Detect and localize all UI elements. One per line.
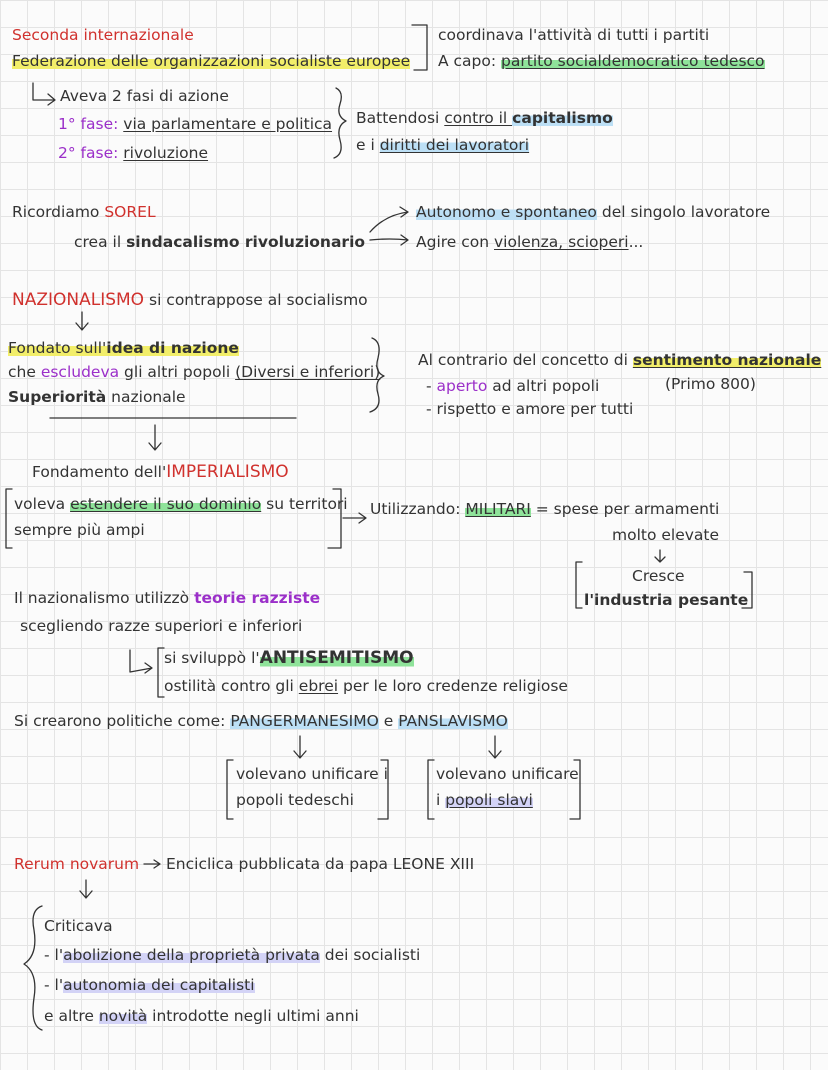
critique-item-1: - l'abolizione della proprietà privata dei socialisti [44, 946, 421, 964]
german-goal-2: popoli tedeschi [236, 791, 354, 809]
military-text: Utilizzando: MILITARI = spese per armamenti [370, 500, 720, 518]
slav-goal: volevano unificare [436, 765, 579, 783]
period-note: (Primo 800) [665, 375, 756, 393]
branch-autonomy: Autonomo e spontaneo del singolo lavoratore [416, 203, 771, 221]
criticized-text: Criticava [44, 917, 113, 935]
bracket-left [227, 760, 233, 819]
encyclical-text: Enciclica pubblicata da papa LEONE XIII [166, 855, 475, 873]
german-goal: volevano unificare i [236, 765, 388, 783]
antisemitism-text: si sviluppò l'ANTISEMITISMO [164, 648, 414, 668]
open-text: - aperto ad altri popoli [426, 377, 600, 395]
arrow-down [76, 312, 88, 330]
racism-text-2: scegliendo razze superiori e inferiori [20, 617, 303, 635]
policies-text: Si crearono politiche come: PANGERMANESIMO e PANSLAVISMO [14, 712, 508, 730]
arrow-down [294, 736, 306, 758]
arrow-down [489, 736, 501, 758]
coordination-text: coordinava l'attività di tutti i partiti [438, 26, 710, 44]
phase-2: 2° fase: rivoluzione [58, 144, 209, 162]
bracket-right [412, 25, 427, 70]
rights-text: e i diritti dei lavoratori [356, 136, 530, 154]
sorel-intro: Ricordiamo SOREL [12, 203, 156, 221]
leader-text: A capo: partito socialdemocratico tedesco [438, 52, 765, 70]
hook-arrow [33, 83, 55, 105]
critique-item-2: - l'autonomia dei capitalisti [44, 976, 255, 994]
superiority-text: Superiorità nazionale [8, 388, 186, 406]
critique-item-3: e altre novità introdotte negli ultimi anni [44, 1007, 359, 1025]
grows-text: Cresce [632, 567, 685, 585]
founded-text: Fondato sull'idea di nazione [8, 339, 239, 357]
bracket-left [6, 489, 12, 548]
hook-arrow [130, 650, 152, 673]
fight-text: Battendosi contro il capitalismo [356, 109, 613, 127]
phase-1: 1° fase: via parlamentare e politica [58, 115, 333, 133]
arrow-up [370, 207, 408, 232]
arrow-right [370, 235, 408, 245]
arrow-right [144, 860, 160, 868]
expand-text-2: sempre più ampi [14, 521, 145, 539]
phases-intro: Aveva 2 fasi di azione [60, 87, 229, 105]
subtitle: Federazione delle organizzazioni socialiste europee [12, 52, 411, 70]
expand-text: voleva estendere il suo dominio su territori [14, 495, 348, 513]
respect-text: - rispetto e amore per tutti [426, 400, 634, 418]
arrow-down [149, 425, 161, 450]
military-text-2: molto elevate [612, 526, 720, 544]
racism-text: Il nazionalismo utilizzò teorie razziste [14, 589, 321, 607]
slav-goal-2: i popoli slavi [436, 791, 533, 809]
curly-brace [24, 906, 42, 1030]
curly-brace [334, 88, 346, 158]
heavy-industry: l'industria pesante [584, 591, 749, 609]
section-title: Seconda internazionale [12, 26, 194, 44]
exclusion-text: che escludeva gli altri popoli (Diversi e inferiori) [8, 363, 381, 381]
imperialism-heading: Fondamento dell'IMPERIALISMO [32, 462, 289, 482]
sorel-creation: crea il sindacalismo rivoluzionario [74, 233, 366, 251]
arrow-down [655, 550, 665, 562]
rerum-heading: Rerum novarum [14, 855, 140, 873]
nationalism-heading: NAZIONALISMO si contrappose al socialismo [12, 290, 368, 310]
hostility-text: ostilità contro gli ebrei per le loro credenze religiose [164, 677, 568, 695]
branch-violence: Agire con violenza, scioperi... [416, 233, 644, 251]
arrow-down [80, 880, 92, 898]
bracket-left [576, 562, 582, 608]
contrary-text: Al contrario del concetto di sentimento nazionale [418, 351, 822, 369]
bracket-left [428, 760, 434, 819]
arrow-right [343, 513, 366, 523]
